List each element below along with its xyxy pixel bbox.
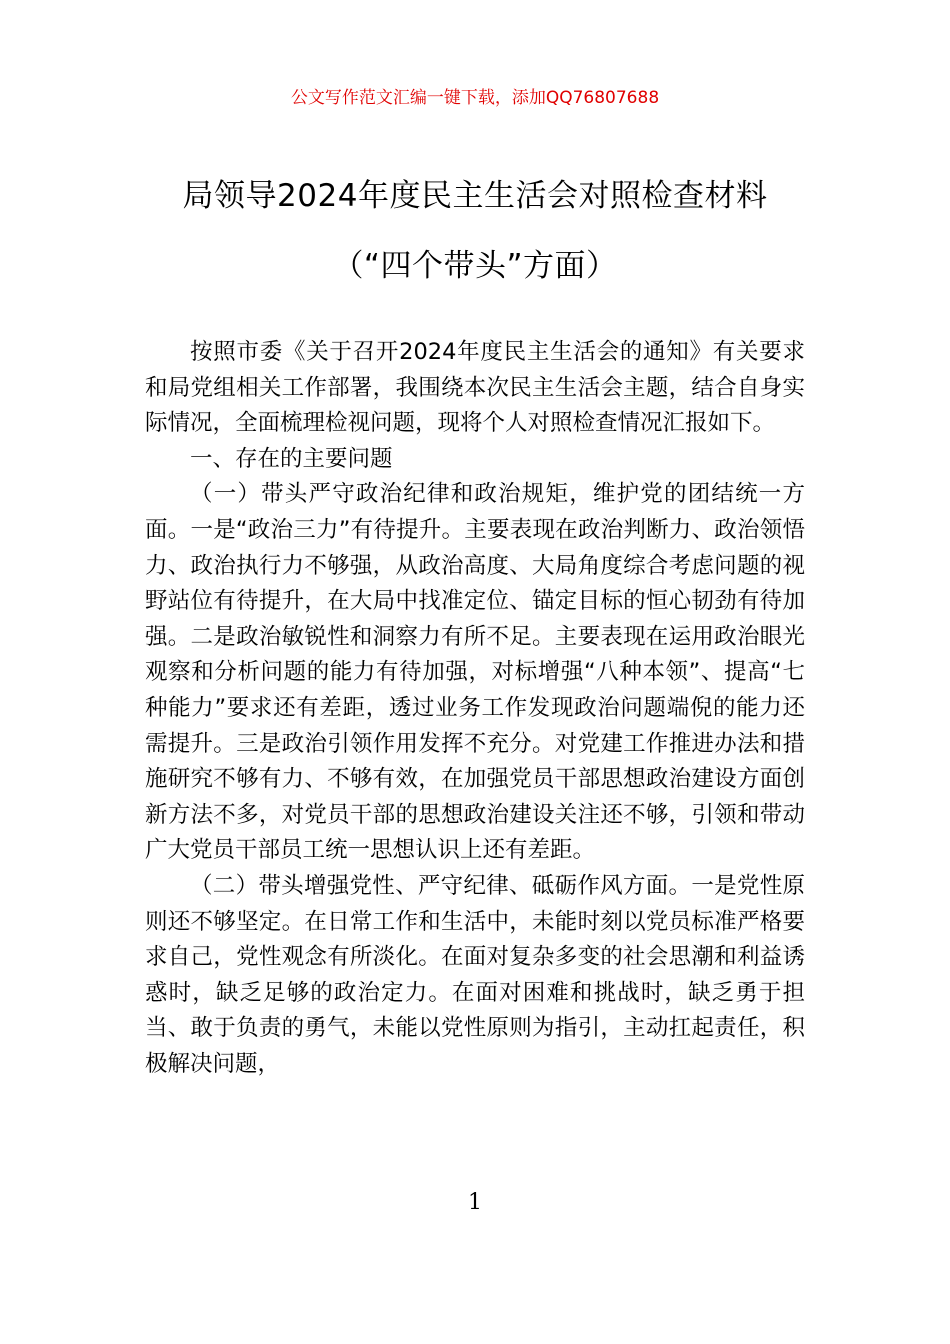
paragraph-intro: 按照市委《关于召开2024年度民主生活会的通知》有关要求和局党组相关工作部署，我围绕本次民主生活会主题，结合自身实际情况，全面梳理检视问题，现将个人对照检查情况汇报如下。 <box>145 339 805 437</box>
page-number: 1 <box>468 1190 482 1215</box>
paragraph-section-1: （一）带头严守政治纪律和政治规矩，维护党的团结统一方面。一是“政治三力”有待提升。主要表现在政治判断力、政治领悟力、政治执行力不够强，从政治高度、大局角度综合考虑问题的视野站位有待提升，在大局中找准定位、锚定目标的恒心韧劲有待加强。二是政治敏锐性和洞察力有所不足。主要表现在运用政治眼光观察和分析问题的能力有待加强，对标增强“八种本领”、提高“七种能力”要求还有差距，透过业务工作发现政治问题端倪的能力还需提升。三是政治引领作用发挥不充分。对党建工作推进办法和措施研究不够有力、不够有效，在加强党员干部思想政治建设方面创新方法不多，对党员干部的思想政治建设关注还不够，引领和带动广大党员干部员工统一思想认识上还有差距。 <box>145 481 805 864</box>
paragraph-section-2: （二）带头增强党性、严守纪律、砥砺作风方面。一是党性原则还不够坚定。在日常工作和生活中，未能时刻以党员标准严格要求自己，党性观念有所淡化。在面对复杂多变的社会思潮和利益诱惑时，缺乏足够的政治定力。在面对困难和挑战时，缺乏勇于担当、敢于负责的勇气，未能以党性原则为指引，主动扛起责任，积极解决问题， <box>145 872 805 1077</box>
document-subtitle: （“四个带头”方面） <box>332 248 618 284</box>
section-heading: 一、存在的主要问题 <box>190 445 393 472</box>
document-body <box>145 335 805 1082</box>
document-title: 局领导2024年度民主生活会对照检查材料 <box>182 178 768 214</box>
download-banner: 公文写作范文汇编一键下载，添加QQ76807688 <box>290 88 660 108</box>
